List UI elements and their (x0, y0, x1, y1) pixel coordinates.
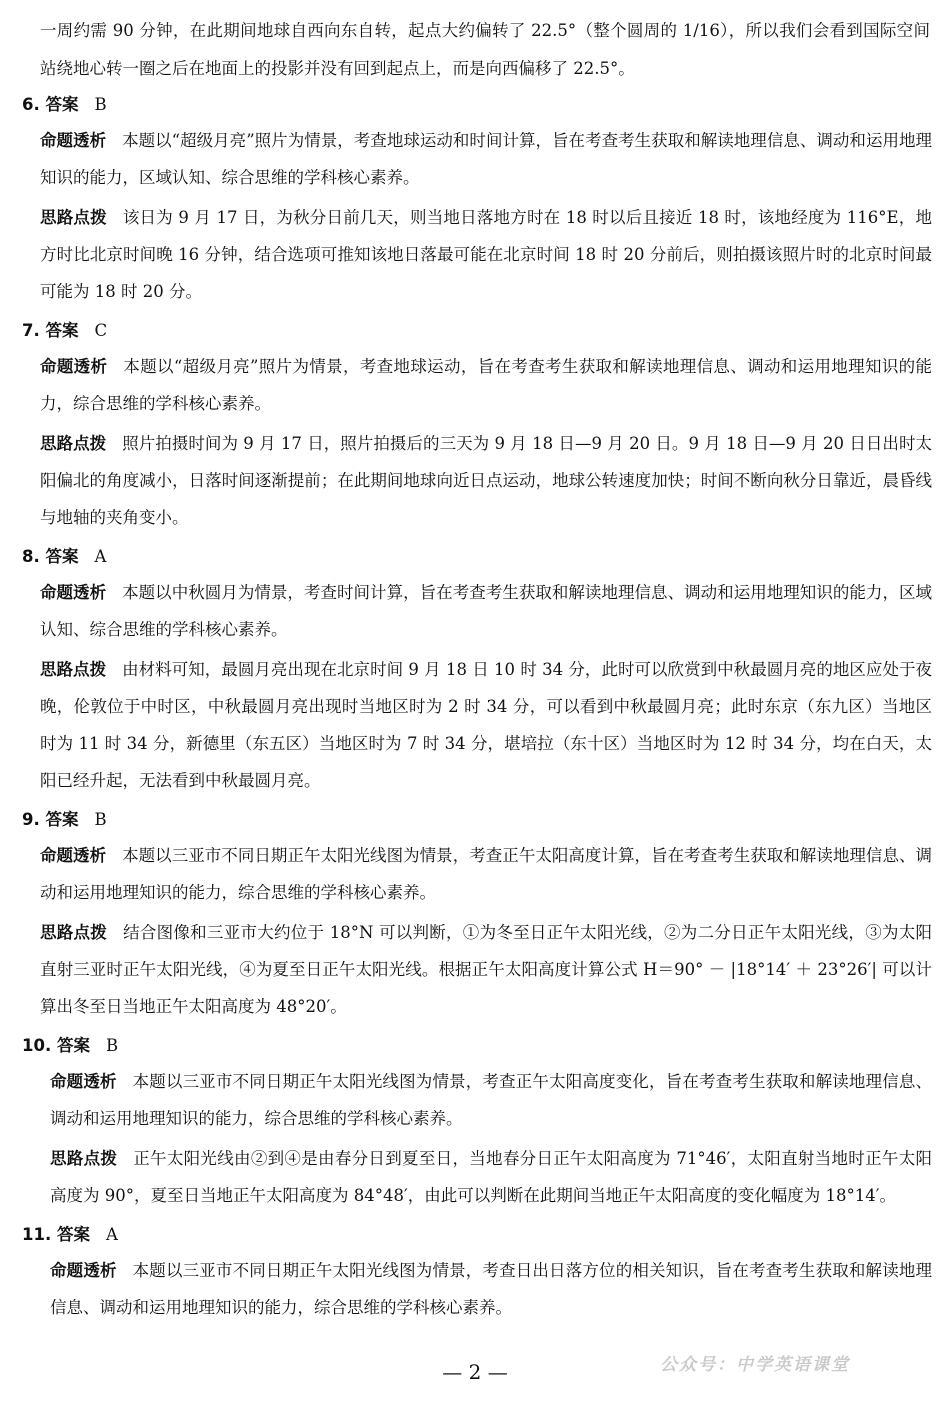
answer-value: A (105, 1225, 118, 1244)
question-number: 9. 答案 (22, 810, 79, 829)
question-number: 6. 答案 (22, 95, 79, 114)
page-number: — 2 — (442, 1360, 508, 1384)
intent-block (40, 122, 932, 196)
intent-block (50, 1063, 932, 1137)
answer-value: A (94, 547, 107, 566)
intent-text: 本题以中秋圆月为情景，考查时间计算，旨在考查考生获取和解读地理信息、调动和运用地理知识的能力，区域认知、综合思维的学科核心素养。 (40, 583, 933, 639)
question-11 (22, 1218, 932, 1326)
answer-line (22, 1218, 932, 1252)
intent-label: 命题透析 (40, 131, 107, 150)
answer-value: B (94, 95, 107, 114)
question-number: 7. 答案 (22, 321, 79, 340)
analysis-text: 照片拍摄时间为 9 月 17 日，照片拍摄后的三天为 9 月 18 日—9 月 20 日。9 月 18 日—9 月 20 日日出时太阳偏北的角度减小，日落时间逐渐提前；在此期间地球向近日点运动，地球公转速度加快；时间不断向秋分日靠近，晨昏线与地轴的夹角变小。 (40, 434, 932, 527)
intent-label: 命题透析 (40, 357, 108, 376)
answer-line (22, 803, 932, 837)
answer-line (22, 88, 932, 122)
intent-label: 命题透析 (50, 1261, 117, 1280)
analysis-block (40, 651, 932, 799)
analysis-label: 思路点拨 (40, 208, 107, 227)
question-6 (22, 88, 932, 310)
analysis-text: 由材料可知，最圆月亮出现在北京时间 9 月 18 日 10 时 34 分，此时可以欣赏到中秋最圆月亮的地区应处于夜晚，伦敦位于中时区，中秋最圆月亮出现时当地区时为 2 时 34 分，可以看到中秋最圆月亮；此时东京（东九区）当地区时为 11 时 34 分，新德里（东五区）当地区时为 7 时 34 分，堪培拉（东十区）当地区时为 12 时 34 分，均在白天，太阳已经升起，无法看到中秋最圆月亮。 (40, 660, 932, 790)
analysis-label: 思路点拨 (40, 660, 107, 679)
answer-line (22, 1029, 932, 1063)
question-10 (22, 1029, 932, 1214)
analysis-block (40, 914, 932, 1025)
intent-block (50, 1252, 932, 1326)
question-number: 10. 答案 (22, 1036, 90, 1055)
question-number: 8. 答案 (22, 547, 79, 566)
analysis-block (40, 425, 932, 536)
question-7 (22, 314, 932, 536)
intent-block (40, 574, 932, 648)
intent-text: 本题以三亚市不同日期正午太阳光线图为情景，考查正午太阳高度计算，旨在考查考生获取和解读地理信息、调动和运用地理知识的能力，综合思维的学科核心素养。 (40, 846, 933, 902)
question-number: 11. 答案 (22, 1225, 90, 1244)
answer-line (22, 314, 932, 348)
intent-label: 命题透析 (40, 846, 107, 865)
continuation-paragraph: 一周约需 90 分钟，在此期间地球自西向东自转，起点大约偏转了 22.5°（整个圆周的 1/16），所以我们会看到国际空间站绕地心转一圈之后在地面上的投影并没有回到起点上，而是向西偏移了 22.5°。 (40, 21, 930, 78)
analysis-label: 思路点拨 (40, 434, 107, 453)
intent-text: 本题以三亚市不同日期正午太阳光线图为情景，考查正午太阳高度变化，旨在考查考生获取和解读地理信息、调动和运用地理知识的能力，综合思维的学科核心素养。 (50, 1072, 933, 1128)
intent-block (40, 837, 932, 911)
intent-block (40, 348, 932, 422)
question-9 (22, 803, 932, 1025)
answer-value: C (94, 321, 108, 340)
answer-value: B (105, 1036, 119, 1055)
intent-label: 命题透析 (50, 1072, 117, 1091)
analysis-label: 思路点拨 (50, 1149, 118, 1168)
question-list (22, 88, 932, 1330)
intent-label: 命题透析 (40, 583, 107, 602)
watermark: 公众号：中学英语课堂 (660, 1355, 850, 1375)
intent-text: 本题以三亚市不同日期正午太阳光线图为情景，考查日出日落方位的相关知识，旨在考查考生获取和解读地理信息、调动和运用地理知识的能力，综合思维的学科核心素养。 (50, 1261, 933, 1317)
analysis-block (40, 199, 932, 310)
answer-line (22, 540, 932, 574)
analysis-label: 思路点拨 (40, 923, 108, 942)
intent-text: 本题以“超级月亮”照片为情景，考查地球运动和时间计算，旨在考查考生获取和解读地理信息、调动和运用地理知识的能力，区域认知、综合思维的学科核心素养。 (40, 131, 933, 187)
analysis-text: 正午太阳光线由②到④是由春分日到夏至日，当地春分日正午太阳高度为 71°46′，太阳直射当地时正午太阳高度为 90°，夏至日当地正午太阳高度为 84°48′，由此可以判断在此期间当地正午太阳高度的变化幅度为 18°14′。 (50, 1149, 933, 1205)
intent-text: 本题以“超级月亮”照片为情景，考查地球运动，旨在考查考生获取和解读地理信息、调动和运用地理知识的能力，综合思维的学科核心素养。 (40, 357, 932, 413)
analysis-text: 结合图像和三亚市大约位于 18°N 可以判断，①为冬至日正午太阳光线，②为二分日正午太阳光线，③为太阳直射三亚时正午太阳光线，④为夏至日正午太阳光线。根据正午太阳高度计算公式 H＝90° － |18°14′ ＋ 23°26′| 可以计算出冬至日当地正午太阳高度为 48°20′。 (40, 923, 932, 1016)
analysis-block (50, 1140, 932, 1214)
analysis-text: 该日为 9 月 17 日，为秋分日前几天，则当地日落地方时在 18 时以后且接近 18 时，该地经度为 116°E，地方时比北京时间晚 16 分钟，结合选项可推知该地日落最可能在北京时间 18 时 20 分前后，则拍摄该照片时的北京时间最可能为 18 时 20 分。 (40, 208, 932, 301)
answer-value: B (94, 810, 107, 829)
question-8 (22, 540, 932, 799)
